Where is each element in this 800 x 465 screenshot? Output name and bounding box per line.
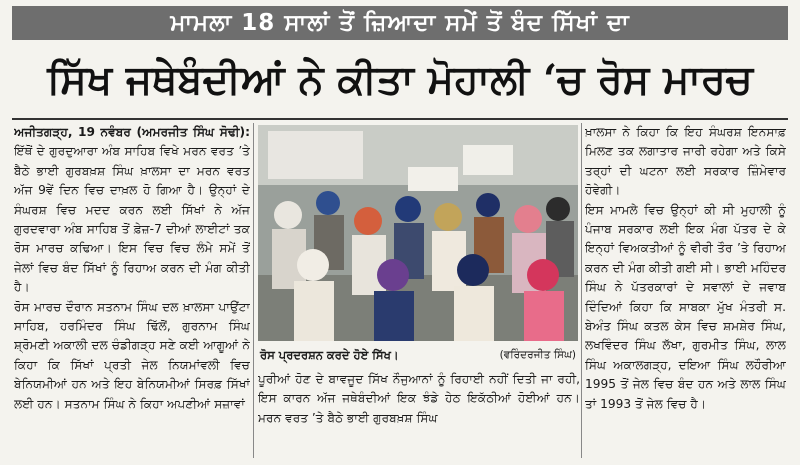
- headline: ਸਿੱਖ ਜਥੇਬੰਦੀਆਂ ਨੇ ਕੀਤਾ ਮੋਹਾਲੀ ‘ਚ ਰੋਸ ਮਾਰਚ: [47, 56, 753, 103]
- dateline: ਅਜੀਤਗੜ੍ਹ, 19 ਨਵੰਬਰ (ਅਮਰਜੀਤ ਸਿੰਘ ਸੋਢੀ):: [14, 125, 250, 139]
- article-column-middle: [258, 370, 580, 460]
- paragraph: ਇੱਥੋਂ ਦੇ ਗੁਰਦੁਆਰਾ ਅੰਬ ਸਾਹਿਬ ਵਿਖੇ ਮਰਨ ਵਰਤ ’ਤੇ ਬੈਠੇ ਭਾਈ ਗੁਰਬਖ਼ਸ਼ ਸਿੰਘ ਖ਼ਾਲਸਾ ਦਾ ਮਰਨ ਵਰਤ ਅੱਜ 9ਵੇਂ ਦਿਨ ਵਿਚ ਦਾਖ਼ਲ ਹੋ ਗਿਆ ਹੈ। ਉਨ੍ਹਾਂ ਦੇ ਸੰਘਰਸ਼ ਵਿਚ ਮਦਦ ਕਰਨ ਲਈ ਸਿੱਖਾਂ ਨੇ ਅੱਜ ਗੁਰਦਵਾਰਾ ਅੰਬ ਸਾਹਿਬ ਤੋਂ ਫ਼ੇਜ਼-7 ਦੀਆਂ ਲਾਈਟਾਂ ਤਕ ਰੋਸ ਮਾਰਚ ਕਢਿਆ। ਇਸ ਵਿਚ ਵਿਚ ਲੰਮੇ ਸਮੇਂ ਤੋਂ ਜੇਲਾਂ ਵਿਚ ਬੰਦ ਸਿੱਖਾਂ ਨੂੰ ਰਿਹਾਅ ਕਰਨ ਦੀ ਮੰਗ ਕੀਤੀ ਹੈ।: [14, 144, 250, 295]
- photo-caption-row: [258, 344, 578, 366]
- paragraph: ਪੂਰੀਆਂ ਹੋਣ ਦੇ ਬਾਵਜੂਦ ਸਿੱਖ ਨੌਜੁਆਨਾਂ ਨੂੰ ਰਿਹਾਈ ਨਹੀਂ ਦਿਤੀ ਜਾ ਰਹੀ, ਇਸ ਕਾਰਨ ਅੱਜ ਜਥੇਬੰਦੀਆਂ ਇਕ ਝੰਡੇ ਹੇਠ ਇਕੱਠੀਆਂ ਹੋਈਆਂ ਹਨ। ਮਰਨ ਵਰਤ ’ਤੇ ਬੈਠੇ ਭਾਈ ਗੁਰਬਖ਼ਸ਼ ਸਿੰਘ: [258, 372, 580, 425]
- headline-rule: [12, 118, 788, 120]
- paragraph: ਰੋਸ ਮਾਰਚ ਦੌਰਾਨ ਸਤਨਾਮ ਸਿੰਘ ਦਲ ਖ਼ਾਲਸਾ ਪਾਉਂਟਾ ਸਾਹਿਬ, ਹਰਮਿੰਦਰ ਸਿੰਘ ਢਿੱਲੋਂ, ਗੁਰਨਾਮ ਸਿੰਘ ਸ਼੍ਰੋਮਣੀ ਅਕਾਲੀ ਦਲ ਚੰਡੀਗੜ੍ਹ ਸਣੇ ਕਈ ਆਗੂਆਂ ਨੇ ਕਿਹਾ ਕਿ ਸਿੱਖਾਂ ਪ੍ਰਤੀ ਜੇਲ ਨਿਯਮਾਂਵਲੀ ਵਿਚ ਬੇਨਿਯਮੀਆਂ ਹਨ ਅਤੇ ਇਹ ਬੇਨਿਯਮੀਆਂ ਸਿਰਫ਼ ਸਿੱਖਾਂ ਲਈ ਹਨ। ਸਤਨਾਮ ਸਿੰਘ ਨੇ ਕਿਹਾ ਅਪਣੀਆਂ ਸਜ਼ਾਵਾਂ: [14, 299, 250, 411]
- photo-caption: ਰੋਸ ਪ੍ਰਦਰਸ਼ਨ ਕਰਦੇ ਹੋਏ ਸਿੱਖ।: [260, 348, 399, 362]
- paragraph: ਇਸ ਮਾਮਲੇ ਵਿਚ ਉਨ੍ਹਾਂ ਕੀ ਸੀ ਮੁਹਾਲੀ ਨੂੰ ਪੰਜਾਬ ਸਰਕਾਰ ਲਈ ਇਕ ਮੰਗ ਪੱਤਰ ਦੇ ਕੇ ਇਨ੍ਹਾਂ ਵਿਅਕਤੀਆਂ ਨੂੰ ਵੀਰੀ ਤੌਰ ’ਤੇ ਰਿਹਾਅ ਕਰਨ ਦੀ ਮੰਗ ਕੀਤੀ ਗਈ ਸੀ। ਭਾਈ ਮਹਿੰਦਰ ਸਿੰਘ ਨੇ ਪੱਤਰਕਾਰਾਂ ਦੇ ਸਵਾਲਾਂ ਦੇ ਜਵਾਬ ਦਿੰਦਿਆਂ ਕਿਹਾ ਕਿ ਸਾਬਕਾ ਮੁੱਖ ਮੰਤਰੀ ਸ. ਬੇਅੰਤ ਸਿੰਘ ਕਤਲ ਕੇਸ ਵਿਚ ਸ਼ਮਸ਼ੇਰ ਸਿੰਘ, ਲਖਵਿੰਦਰ ਸਿੰਘ ਲੱਖਾ, ਗੁਰਮੀਤ ਸਿੰਘ, ਲਾਲ ਸਿੰਘ ਅਕਾਲਗੜ੍ਹ, ਦਇਆ ਸਿੰਘ ਲਹੌਰੀਆ 1995 ਤੋਂ ਜੇਲ ਵਿਚ ਬੰਦ ਹਨ ਅਤੇ ਲਾਲ ਸਿੰਘ ਤਾਂ 1993 ਤੋਂ ਜੇਲ ਵਿਚ ਹੈ।: [585, 202, 786, 411]
- protest-photo-image: [258, 125, 578, 341]
- kicker-banner: ਮਾਮਲਾ 18 ਸਾਲਾਂ ਤੋਂ ਜ਼ਿਆਦਾ ਸਮੇਂ ਤੋਂ ਬੰਦ ਸਿੱਖਾਂ ਦਾ: [12, 6, 788, 40]
- photo-credit: (ਵਰਿੰਦਰਜੀਤ ਸਿੰਘ): [499, 349, 576, 361]
- column-divider: [581, 123, 582, 458]
- article-column-right: [585, 123, 786, 458]
- protest-photo: [258, 125, 578, 341]
- article-column-left: [14, 123, 250, 458]
- column-divider: [253, 123, 254, 458]
- paragraph: ਖ਼ਾਲਸਾ ਨੇ ਕਿਹਾ ਕਿ ਇਹ ਸੰਘਰਸ਼ ਇਨਸਾਫ਼ ਮਿਲਣ ਤਕ ਲਗਾਤਾਰ ਜਾਰੀ ਰਹੇਗਾ ਅਤੇ ਕਿਸੇ ਤਰ੍ਹਾਂ ਦੀ ਘਟਨਾ ਲਈ ਸਰਕਾਰ ਜ਼ਿੰਮੇਵਾਰ ਹੋਵੇਗੀ।: [585, 125, 786, 198]
